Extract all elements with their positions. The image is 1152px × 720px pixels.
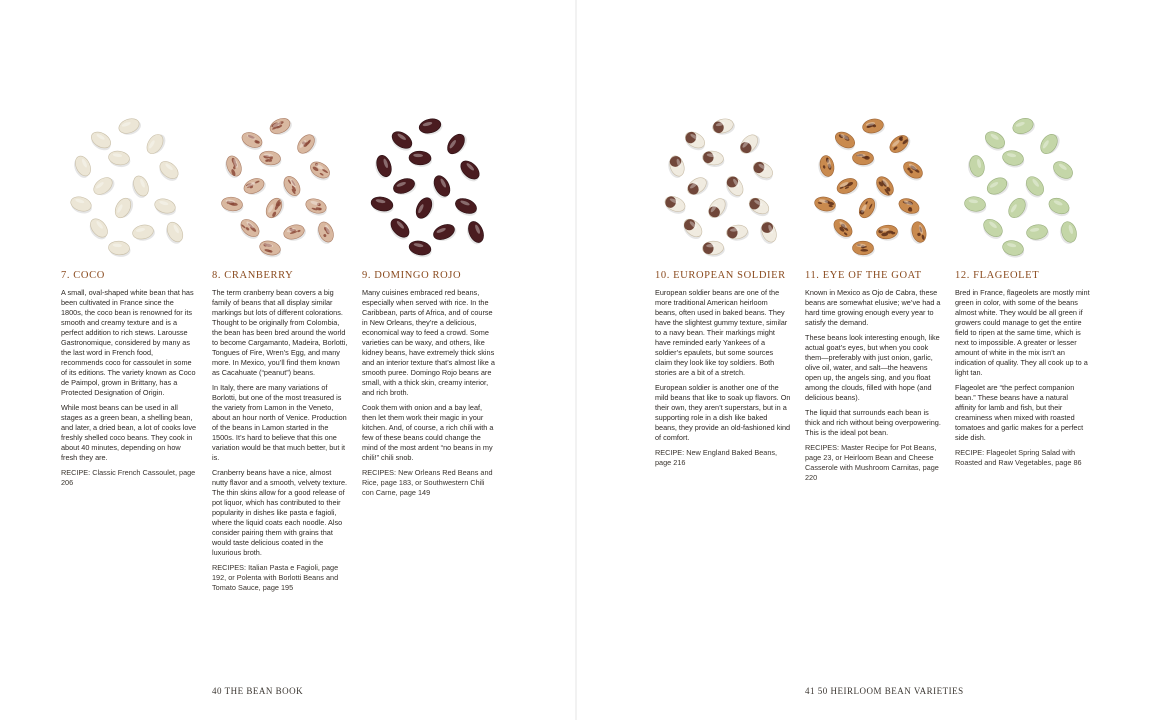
bean xyxy=(242,175,269,198)
bean xyxy=(68,194,94,215)
bean-cluster-image xyxy=(647,108,799,260)
bean xyxy=(816,154,836,179)
bean xyxy=(407,239,433,259)
bean-description xyxy=(362,288,498,503)
bean xyxy=(1046,195,1073,219)
bean-description xyxy=(212,288,348,598)
bean xyxy=(144,130,169,157)
bean xyxy=(1049,158,1077,184)
bean xyxy=(908,220,929,245)
bean xyxy=(294,131,320,158)
bean xyxy=(856,194,880,221)
bean xyxy=(464,219,487,246)
bean xyxy=(981,128,1009,154)
bean xyxy=(386,215,413,243)
bean xyxy=(835,175,862,198)
bean xyxy=(117,116,143,138)
bean xyxy=(372,153,394,180)
bean-cluster-svg xyxy=(204,108,356,260)
bean-title: 7. COCO xyxy=(61,270,105,281)
bean-description xyxy=(955,288,1091,473)
bean xyxy=(162,220,186,247)
bean xyxy=(702,241,725,258)
bean xyxy=(984,174,1011,199)
bean xyxy=(711,116,737,137)
paragraph: Cook them with onion and a bay leaf, then let them work their magic in your kitchen. And, of course, a rich chili with a few of these beans could change the mind of the most ardent “no beans in my chili!” chili snob. xyxy=(362,403,494,462)
bean xyxy=(282,222,308,243)
bean xyxy=(429,173,454,201)
bean xyxy=(899,158,926,184)
bean xyxy=(86,216,112,243)
bean xyxy=(979,216,1007,243)
bean xyxy=(263,194,287,221)
bean xyxy=(852,241,874,257)
bean-cluster-svg xyxy=(647,108,799,260)
bean xyxy=(108,240,131,257)
bean xyxy=(665,154,687,180)
bean xyxy=(1021,173,1048,201)
paragraph: While most beans can be used in all stages as a green bean, a shelling bean, and later, a dried bean, a lot of cooks love freshly shelled coco beans. They cook in about 40 minutes, depending on how fresh they are. xyxy=(61,403,197,462)
bean xyxy=(1011,115,1037,138)
bean xyxy=(258,239,283,259)
bean-description xyxy=(61,288,197,493)
paragraph: Bred in France, flageolets are mostly mint green in color, with some of the beans almost white. They would be all green if growers could manage to get the entire field to ripen at the same time, which is next to impossible. A greater or lesser amount of white in the mix isn’t an indication of quality. They all cook up to a light tan. xyxy=(955,288,1090,377)
bean-cluster-image xyxy=(947,108,1099,260)
bean xyxy=(861,117,886,137)
paragraph: European soldier is another one of the mild beans that like to soak up flavors. On their own, they aren’t superstars, but in a supporting role in a dish like baked beans, they provide an old-fashioned kind of comfort. xyxy=(655,383,791,442)
bean-cluster-svg xyxy=(797,108,949,260)
bean xyxy=(306,159,333,184)
bean xyxy=(409,151,433,168)
page-gutter xyxy=(575,0,577,720)
bean xyxy=(131,223,156,243)
bean xyxy=(1025,223,1050,243)
bean xyxy=(1005,194,1031,222)
bean-cluster-image xyxy=(53,108,205,260)
bean xyxy=(279,173,304,200)
recipe-reference: RECIPE: New England Baked Beans, page 216 xyxy=(655,448,778,467)
bean xyxy=(746,195,773,219)
bean xyxy=(852,151,875,167)
bean-title: 12. FLAGEOLET xyxy=(955,270,1040,281)
bean xyxy=(679,216,706,243)
paragraph: These beans look interesting enough, like actual goat’s eyes, but when you cook them—preferably with just onion, garlic, olive oil, water, and salt—the heavens open up, the angels sing, and you float among the clouds, filled with hope (and delicious beans). xyxy=(805,333,940,402)
bean xyxy=(91,173,118,199)
bean xyxy=(757,220,780,246)
paragraph: In Italy, there are many variations of Borlotti, but one of the most treasured is the variety from Lamon in the Veneto, about an hour north of Venice. Production of the beans in Lamon started in the 1500s. It’s hard to believe that this one variation would be that much better, but it is. xyxy=(212,383,347,462)
bean xyxy=(1001,239,1026,260)
bean xyxy=(737,131,763,158)
bean xyxy=(258,150,282,168)
bean-title: 10. EUROPEAN SOLDIER xyxy=(655,270,786,281)
bean xyxy=(453,196,480,219)
bean xyxy=(87,129,114,154)
bean-title: 11. EYE OF THE GOAT xyxy=(805,270,922,281)
recipe-reference: RECIPE: Classic French Cassoulet, page 206 xyxy=(61,468,196,487)
recipe-reference: RECIPES: New Orleans Red Beans and Rice, page 183, or Southwestern Chili con Carne, page 149 xyxy=(362,468,493,497)
bean xyxy=(1001,149,1026,169)
bean xyxy=(153,197,179,218)
bean xyxy=(239,130,266,153)
bean xyxy=(872,174,898,201)
bean xyxy=(876,224,900,242)
bean xyxy=(107,150,131,169)
bean-title: 9. DOMINGO ROJO xyxy=(362,270,462,281)
bean xyxy=(831,129,858,154)
bean xyxy=(1037,130,1063,158)
bean xyxy=(222,154,245,180)
bean xyxy=(112,194,136,221)
bean xyxy=(701,150,725,168)
paragraph: European soldier beans are one of the more traditional American heirloom beans, often used in baked beans. They have the slightest gummy texture, similar to a navy bean. Their markings might have reminded early Yankees of a soldier’s epaulets, but some sources claim they look like toy soldiers. Both stories are a bit of a stretch. xyxy=(655,288,788,377)
bean xyxy=(444,130,470,158)
bean xyxy=(268,115,295,139)
bean xyxy=(749,159,776,184)
bean xyxy=(314,220,337,246)
bean xyxy=(887,131,914,157)
bean xyxy=(369,195,395,215)
bean xyxy=(388,128,416,154)
paragraph: The term cranberry bean covers a big family of beans that all display similar markings but lots of different colorations. Thought to be originally from Colombia, the bean has been bred around the world to become Cargamanto, Madeira, Borlotti, Tongues of Fire, Wren’s Egg, and many more. In Mexico, you’ll find them known as Cacahuate (“peanut”) beans. xyxy=(212,288,348,377)
bean-cluster-image xyxy=(204,108,356,260)
bean xyxy=(221,196,245,214)
bean xyxy=(391,175,418,198)
paragraph: Known in Mexico as Ojo de Cabra, these beans are somewhat elusive; we’ve had a hard time growing enough every year to satisfy the demand. xyxy=(805,288,941,327)
bean-description xyxy=(655,288,791,473)
bean xyxy=(71,154,95,181)
bean xyxy=(726,224,750,242)
recipe-reference: RECIPES: Master Recipe for Pot Beans, page 23, or Heirloom Bean and Cheese Casserole with Mushroom Carnitas, page 220 xyxy=(805,443,939,482)
bean xyxy=(685,174,712,200)
paragraph: Many cuisines embraced red beans, especially when served with rice. In the Caribbean, parts of Africa, and of course in New Orleans, they’re a delicious, economical way to feed a crowd. Some varieties can be waxy, and others, like kidney beans, have extremely thick skins and an interior texture that’s almost like a smooth puree. Domingo Rojo beans are small, with a thick skin, creamy interior, and rich broth. xyxy=(362,288,495,397)
bean xyxy=(681,129,708,154)
bean xyxy=(662,194,689,217)
bean-cluster-svg xyxy=(354,108,506,260)
paragraph: Flageolet are “the perfect companion bean.” These beans have a natural affinity for lamb and fish, but their creaminess when mixed with roasted tomatoes and garlic makes for a perfect side dish. xyxy=(955,383,1084,442)
bean-cluster-image xyxy=(354,108,506,260)
bean xyxy=(155,158,182,184)
paragraph: The liquid that surrounds each bean is thick and rich without being overpowering. This is the ideal pot bean. xyxy=(805,408,941,437)
bean xyxy=(813,195,838,215)
folio-left: 40 THE BEAN BOOK xyxy=(212,686,304,696)
bean xyxy=(431,221,458,244)
recipe-reference: RECIPE: Flageolet Spring Salad with Roasted and Raw Vegetables, page 86 xyxy=(955,448,1082,467)
bean-description xyxy=(805,288,941,488)
bean xyxy=(413,194,437,222)
bean xyxy=(896,196,922,219)
bean xyxy=(129,174,152,200)
bean-cluster-svg xyxy=(53,108,205,260)
paragraph: Cranberry beans have a nice, almost nutty flavor and a smooth, velvety texture. The thin skins allow for a good release of pot liquor, which has contributed to their popularity in dishes like pasta e fagioli, where the liquid coats each noodle. Also consider pairing them with grains that would taste delicious coated in the luxurious broth. xyxy=(212,468,348,557)
bean xyxy=(963,195,987,214)
bean xyxy=(418,116,444,137)
bean-cluster-svg xyxy=(947,108,1099,260)
bean xyxy=(236,216,263,242)
bean xyxy=(722,173,747,200)
bean-title: 8. CRANBERRY xyxy=(212,270,294,281)
bean xyxy=(705,195,731,222)
folio-right: 41 50 HEIRLOOM BEAN VARIETIES xyxy=(805,686,964,696)
bean xyxy=(303,196,329,218)
recipe-reference: RECIPES: Italian Pasta e Fagioli, page 192, or Polenta with Borlotti Beans and Tomato Sauce, page 195 xyxy=(212,563,339,592)
bean xyxy=(1057,220,1079,246)
bean xyxy=(966,154,987,179)
paragraph: A small, oval-shaped white bean that has been cultivated in France since the 1800s, the coco bean is renowned for its smooth and creamy texture and is a perfect addition to rich stews. Larousse Gastronomique, considered by many as the last word in French food, recommends coco for cassoulet in some of its editions. The variety known as Coco de Paimpol, grown in Brittany, has a Protected Designation of Origin. xyxy=(61,288,196,397)
bean-cluster-image xyxy=(797,108,949,260)
bean xyxy=(456,157,484,184)
bean xyxy=(829,216,856,242)
